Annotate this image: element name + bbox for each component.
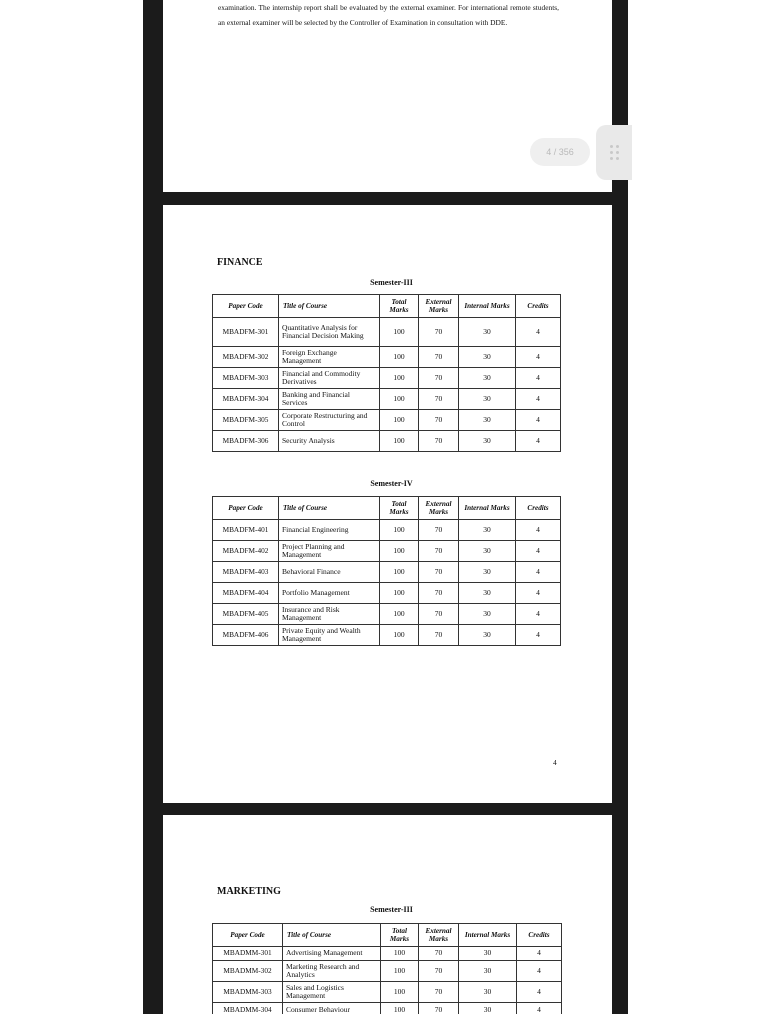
table-row (213, 389, 561, 410)
course-title: Private Equity and Wealth Management (279, 625, 380, 646)
table-row (213, 562, 561, 583)
course-title: Portfolio Management (279, 583, 380, 604)
paper-code: MBADFM-301 (213, 318, 279, 347)
table-row (213, 625, 561, 646)
table-row (213, 318, 561, 347)
internal-marks: 30 (459, 389, 516, 410)
internship-paragraph: examination. The internship report shall be evaluated by the external examiner. For international remote students, an external examiner will be selected by the Controller of Examination in consultation with DDE. (218, 3, 559, 27)
finance-semester-4-table (212, 496, 561, 646)
finance-semester-3-table (212, 294, 561, 452)
course-title: Project Planning and Management (279, 541, 380, 562)
credits: 4 (516, 562, 561, 583)
col-header-total-marks: Total Marks (381, 924, 419, 947)
paper-code: MBADFM-405 (213, 604, 279, 625)
course-title: Banking and Financial Services (279, 389, 380, 410)
table-row (213, 520, 561, 541)
credits: 4 (516, 410, 561, 431)
paper-code: MBADMM-303 (213, 982, 283, 1003)
credits: 4 (516, 368, 561, 389)
total-marks: 100 (380, 520, 419, 541)
credits: 4 (516, 604, 561, 625)
total-marks: 100 (380, 318, 419, 347)
total-marks: 100 (380, 604, 419, 625)
col-header-total-marks: Total Marks (380, 497, 419, 520)
external-marks: 70 (419, 562, 459, 583)
marketing-semester-3-table (212, 923, 562, 1014)
credits: 4 (517, 1003, 562, 1015)
col-header-external-marks: External Marks (419, 295, 459, 318)
col-header-credits: Credits (516, 295, 561, 318)
paper-code: MBADFM-304 (213, 389, 279, 410)
internal-marks: 30 (459, 431, 516, 452)
external-marks: 70 (419, 318, 459, 347)
table-row (213, 410, 561, 431)
course-title: Foreign Exchange Management (279, 347, 380, 368)
col-header-paper-code: Paper Code (213, 497, 279, 520)
external-marks: 70 (419, 625, 459, 646)
course-title: Consumer Behaviour (283, 1003, 381, 1015)
external-marks: 70 (419, 947, 459, 961)
paper-code: MBADFM-305 (213, 410, 279, 431)
paper-code: MBADFM-404 (213, 583, 279, 604)
paper-code: MBADFM-303 (213, 368, 279, 389)
external-marks: 70 (419, 961, 459, 982)
credits: 4 (516, 583, 561, 604)
section-heading-finance: FINANCE (217, 257, 263, 268)
grip-dots-icon (610, 145, 619, 160)
credits: 4 (517, 982, 562, 1003)
course-title: Insurance and Risk Management (279, 604, 380, 625)
table-row (213, 604, 561, 625)
total-marks: 100 (380, 389, 419, 410)
total-marks: 100 (380, 368, 419, 389)
total-marks: 100 (381, 982, 419, 1003)
credits: 4 (516, 520, 561, 541)
table-row (213, 368, 561, 389)
internal-marks: 30 (459, 982, 517, 1003)
total-marks: 100 (380, 583, 419, 604)
col-header-credits: Credits (516, 497, 561, 520)
table-row (213, 541, 561, 562)
course-title: Advertising Management (283, 947, 381, 961)
col-header-title: Title of Course (279, 497, 380, 520)
total-marks: 100 (380, 347, 419, 368)
credits: 4 (516, 318, 561, 347)
col-header-paper-code: Paper Code (213, 924, 283, 947)
col-header-internal-marks: Internal Marks (459, 295, 516, 318)
table-row (213, 347, 561, 368)
col-header-credits: Credits (517, 924, 562, 947)
table-row (213, 1003, 562, 1015)
internal-marks: 30 (459, 1003, 517, 1015)
paper-code: MBADFM-406 (213, 625, 279, 646)
col-header-title: Title of Course (283, 924, 381, 947)
internal-marks: 30 (459, 947, 517, 961)
course-title: Quantitative Analysis for Financial Decision Making (279, 318, 380, 347)
paper-code: MBADFM-402 (213, 541, 279, 562)
credits: 4 (517, 961, 562, 982)
external-marks: 70 (419, 389, 459, 410)
internal-marks: 30 (459, 541, 516, 562)
credits: 4 (516, 625, 561, 646)
table-row (213, 961, 562, 982)
col-header-total-marks: Total Marks (380, 295, 419, 318)
total-marks: 100 (380, 410, 419, 431)
paper-code: MBADFM-306 (213, 431, 279, 452)
total-marks: 100 (381, 961, 419, 982)
course-title: Sales and Logistics Management (283, 982, 381, 1003)
external-marks: 70 (419, 583, 459, 604)
external-marks: 70 (419, 982, 459, 1003)
credits: 4 (516, 431, 561, 452)
section-heading-marketing: MARKETING (217, 886, 281, 897)
credits: 4 (516, 347, 561, 368)
credits: 4 (516, 389, 561, 410)
total-marks: 100 (380, 625, 419, 646)
pdf-page-5 (163, 815, 612, 1014)
paper-code: MBADMM-301 (213, 947, 283, 961)
internal-marks: 30 (459, 625, 516, 646)
course-title: Behavioral Finance (279, 562, 380, 583)
external-marks: 70 (419, 347, 459, 368)
table-row (213, 947, 562, 961)
external-marks: 70 (419, 431, 459, 452)
internal-marks: 30 (459, 961, 517, 982)
internal-marks: 30 (459, 368, 516, 389)
semester-heading: Semester-IV (370, 479, 413, 488)
total-marks: 100 (381, 947, 419, 961)
course-title: Security Analysis (279, 431, 380, 452)
internal-marks: 30 (459, 583, 516, 604)
internal-marks: 30 (459, 347, 516, 368)
paper-code: MBADFM-302 (213, 347, 279, 368)
page-counter: 4 / 356 (530, 138, 590, 166)
credits: 4 (516, 541, 561, 562)
course-title: Marketing Research and Analytics (283, 961, 381, 982)
col-header-title: Title of Course (279, 295, 380, 318)
course-title: Corporate Restructuring and Control (279, 410, 380, 431)
total-marks: 100 (380, 431, 419, 452)
table-row (213, 982, 562, 1003)
table-row (213, 583, 561, 604)
semester-heading: Semester-III (370, 278, 413, 287)
external-marks: 70 (419, 410, 459, 431)
col-header-external-marks: External Marks (419, 924, 459, 947)
semester-heading: Semester-III (370, 905, 413, 914)
credits: 4 (517, 947, 562, 961)
paper-code: MBADMM-302 (213, 961, 283, 982)
table-row (213, 431, 561, 452)
external-marks: 70 (419, 541, 459, 562)
internal-marks: 30 (459, 318, 516, 347)
paper-code: MBADMM-304 (213, 1003, 283, 1015)
internal-marks: 30 (459, 410, 516, 431)
total-marks: 100 (380, 541, 419, 562)
total-marks: 100 (380, 562, 419, 583)
course-title: Financial Engineering (279, 520, 380, 541)
col-header-external-marks: External Marks (419, 497, 459, 520)
pdf-page-4 (163, 205, 612, 803)
side-panel-toggle-button[interactable] (596, 125, 632, 180)
external-marks: 70 (419, 368, 459, 389)
external-marks: 70 (419, 1003, 459, 1015)
internal-marks: 30 (459, 604, 516, 625)
external-marks: 70 (419, 520, 459, 541)
total-marks: 100 (381, 1003, 419, 1015)
col-header-internal-marks: Internal Marks (459, 497, 516, 520)
course-title: Financial and Commodity Derivatives (279, 368, 380, 389)
paper-code: MBADFM-401 (213, 520, 279, 541)
paper-code: MBADFM-403 (213, 562, 279, 583)
internal-marks: 30 (459, 562, 516, 583)
external-marks: 70 (419, 604, 459, 625)
col-header-paper-code: Paper Code (213, 295, 279, 318)
col-header-internal-marks: Internal Marks (459, 924, 517, 947)
internal-marks: 30 (459, 520, 516, 541)
page-number: 4 (553, 758, 557, 767)
